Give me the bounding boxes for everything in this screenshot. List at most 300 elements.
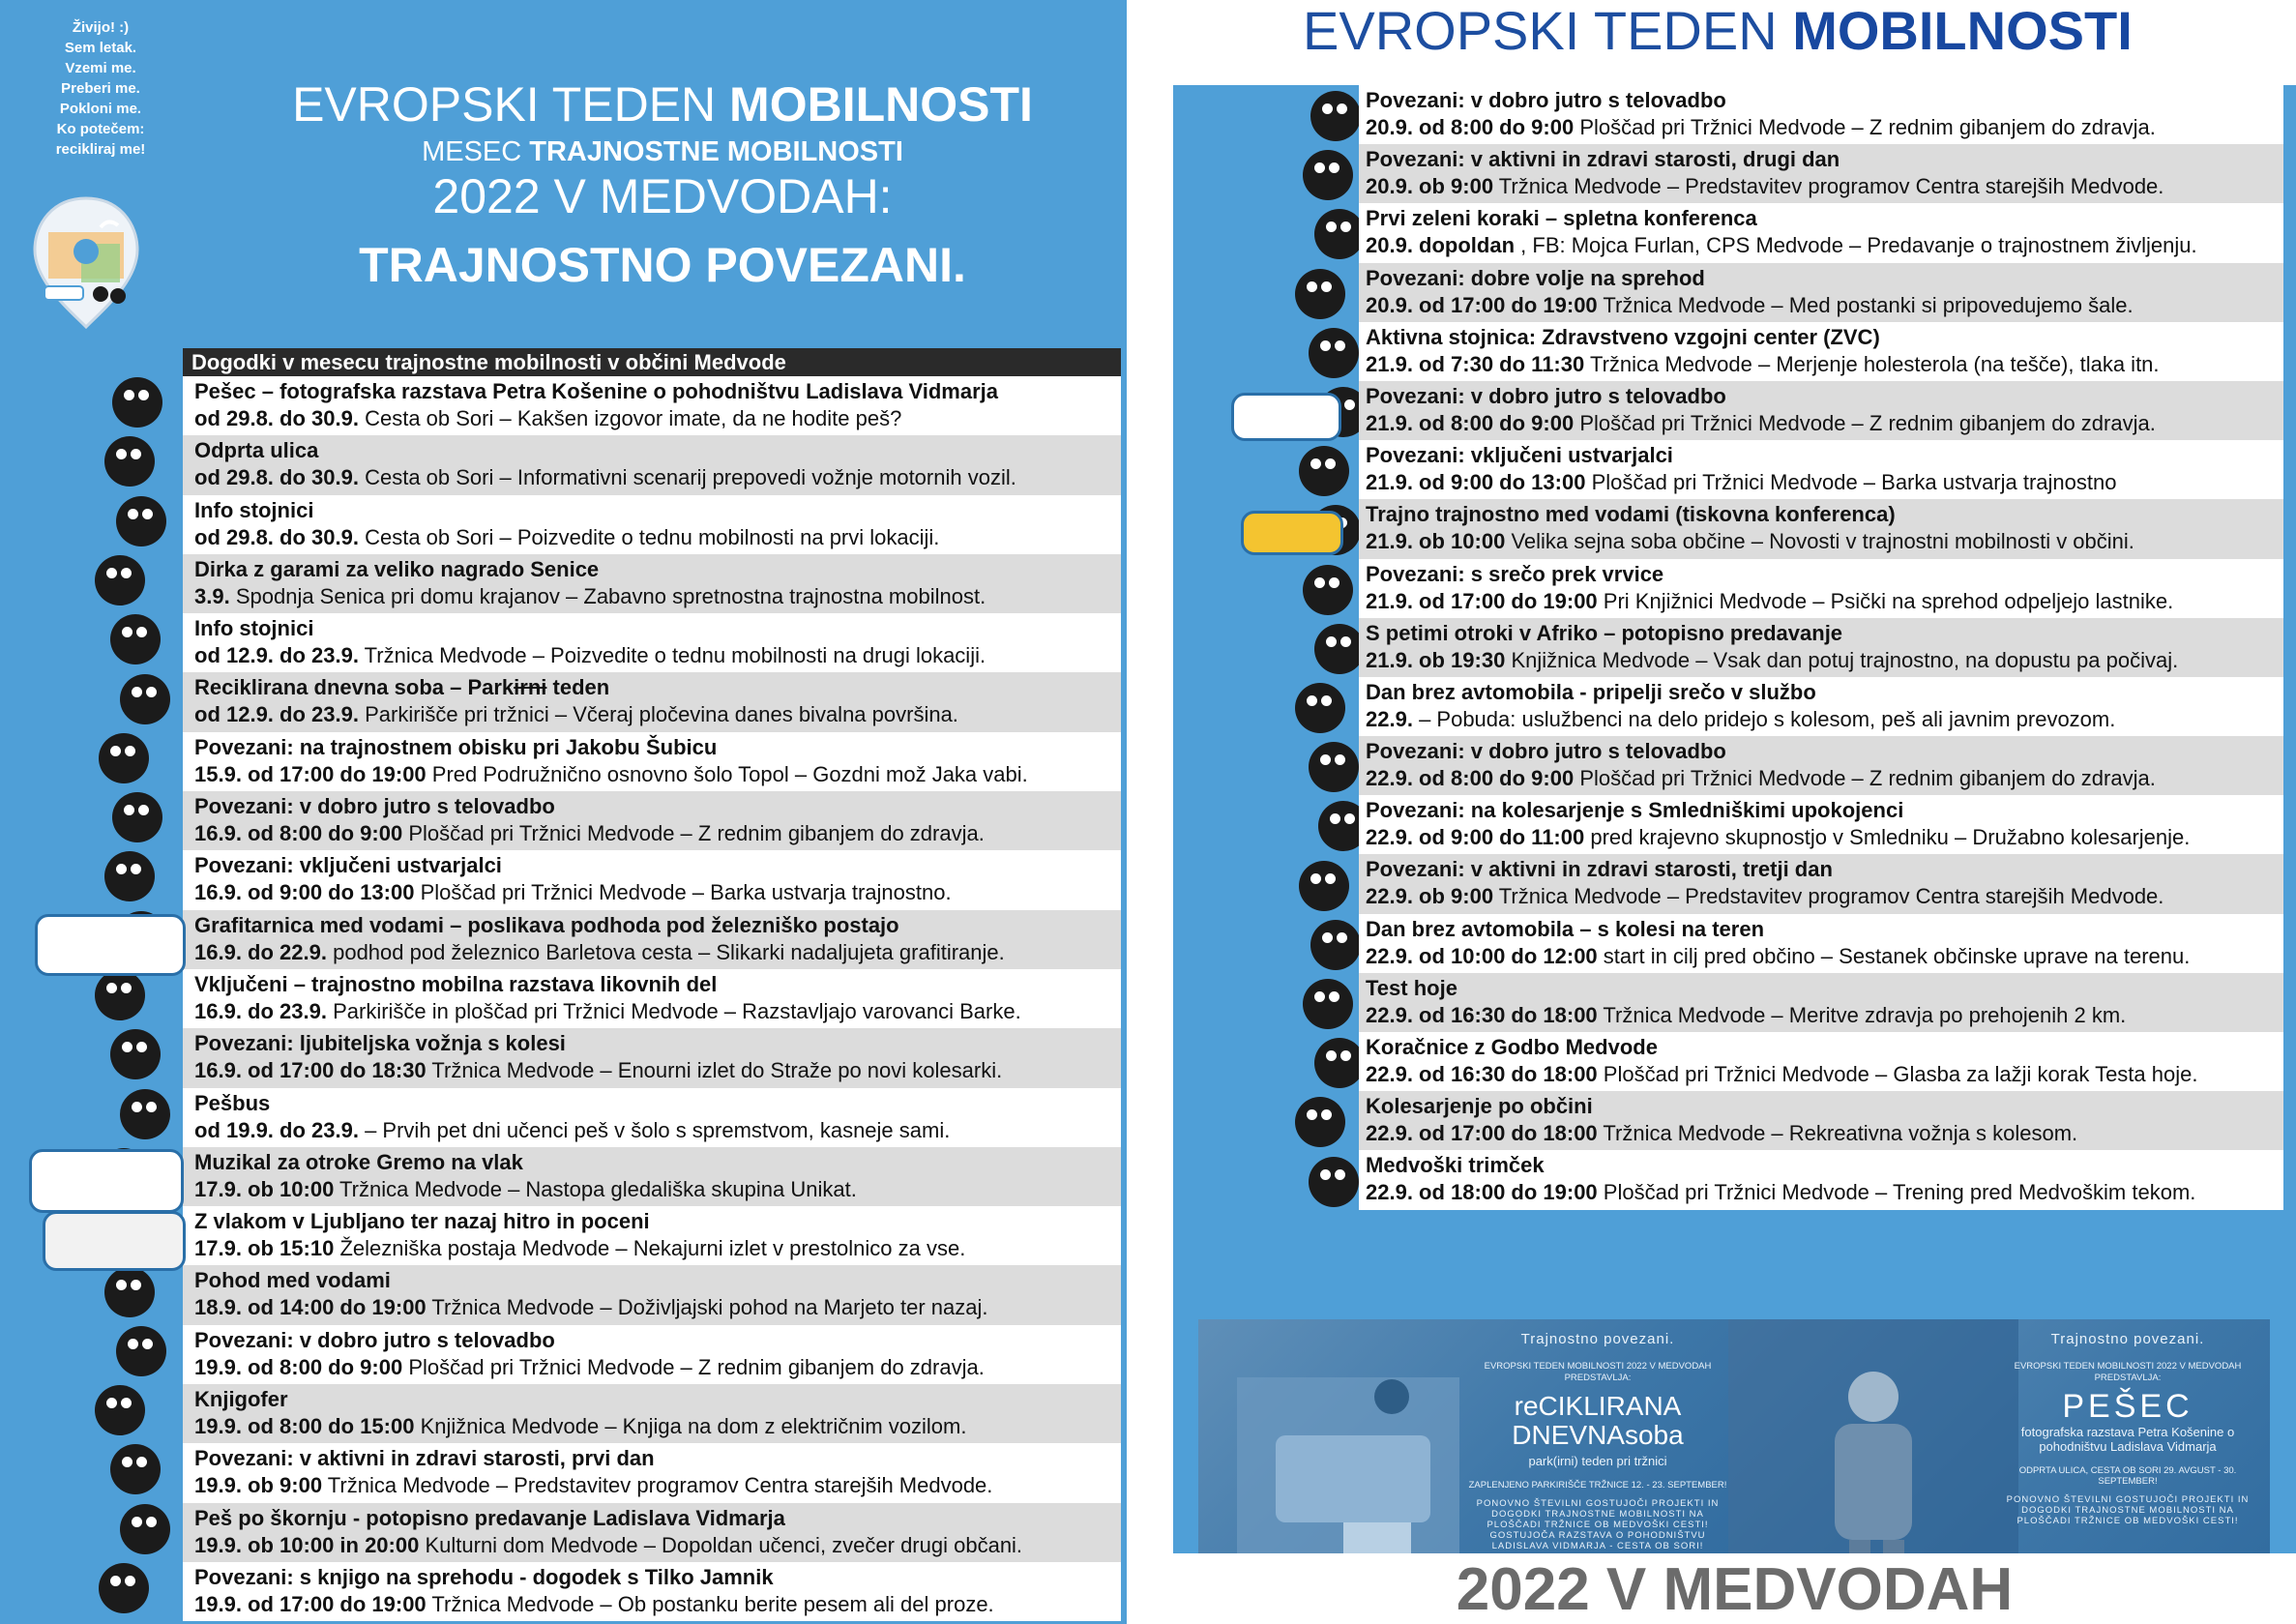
character-icon <box>95 970 145 1020</box>
character-icon <box>110 1444 161 1494</box>
character-icon <box>110 614 161 664</box>
event-details <box>194 879 1121 906</box>
event-desc: – Pobuda: uslužbenci na delo pridejo s kolesom, peš ali javnim prevozom. <box>1419 706 2116 731</box>
event-desc: Tržnica Medvode – Doživljajski pohod na Marjeto ter nazaj. <box>431 1295 988 1320</box>
event-desc: podhod pod železnico Barletova cesta – Slikarki nadaljujeta grafitiranje. <box>333 939 1005 964</box>
bus-icon <box>35 914 186 976</box>
title-part: EVROPSKI TEDEN <box>292 77 730 132</box>
event-title-text: Info stojnici <box>194 497 314 522</box>
character-icon <box>1295 269 1345 319</box>
event-details <box>194 1117 1121 1144</box>
event-details <box>1366 824 2283 851</box>
event-title <box>194 1090 1121 1117</box>
poster-big: reCIKLIRANA <box>1514 1391 1682 1421</box>
event-desc: Velika sejna soba občine – Novosti v trajnostni mobilnosti v občini. <box>1511 529 2134 554</box>
event-when: 20.9. od 8:00 do 9:00 <box>1366 115 1575 139</box>
event-title-text: Koračnice z Godbo Medvode <box>1366 1035 1658 1059</box>
character-icon <box>99 733 149 783</box>
event-row <box>1359 1091 2283 1150</box>
event-desc: Knjižnica Medvode – Knjiga na dom z električnim vozilom. <box>420 1414 967 1439</box>
event-details <box>1366 1120 2283 1147</box>
event-row <box>1359 263 2283 322</box>
event-row <box>183 1147 1121 1206</box>
event-details <box>1366 883 2283 910</box>
event-row <box>1359 1032 2283 1091</box>
event-row <box>1359 618 2283 677</box>
event-desc: Tržnica Medvode – Rekreativna vožnja s kolesom. <box>1603 1121 2078 1146</box>
event-title <box>1366 561 2283 588</box>
event-title <box>1366 442 2283 469</box>
event-when: 22.9. od 18:00 do 19:00 <box>1366 1180 1598 1205</box>
event-title-text: Povezani: ljubiteljska vožnja s kolesi <box>194 1031 566 1056</box>
event-row <box>183 1206 1121 1265</box>
event-row <box>183 850 1121 909</box>
note-line: Ko potečem: <box>56 121 145 137</box>
character-icon <box>104 1267 155 1317</box>
event-title <box>194 734 1121 761</box>
event-title <box>1366 620 2283 647</box>
event-when: 16.9. od 17:00 do 18:30 <box>194 1058 427 1083</box>
event-when: 19.9. ob 10:00 in 20:00 <box>194 1532 420 1557</box>
event-details <box>194 701 1121 728</box>
event-when: od 12.9. do 23.9. <box>194 643 359 668</box>
event-title-text: Trajno trajnostno med vodami (tiskovna konferenca) <box>1366 502 1896 527</box>
event-title <box>194 497 1121 524</box>
event-desc: Pred Podružnično osnovno šolo Topol – Gozdni mož Jaka vabi. <box>431 761 1028 786</box>
event-title <box>194 1564 1121 1591</box>
event-details <box>194 1354 1121 1381</box>
event-details <box>1366 114 2283 141</box>
event-details <box>1366 232 2283 259</box>
event-when: 21.9. ob 10:00 <box>1366 529 1506 554</box>
event-desc: Tržnica Medvode – Med postanki si pripovedujemo šale. <box>1603 292 2134 317</box>
event-row <box>183 613 1121 672</box>
event-details <box>194 1176 1121 1203</box>
event-title <box>194 1445 1121 1472</box>
event-row <box>1359 381 2283 440</box>
event-desc: Tržnica Medvode – Predstavitev programov Centra starejših Medvode. <box>1498 174 2164 199</box>
event-desc: Pri Knjižnici Medvode – Psički na sprehod odpeljejo lastnike. <box>1603 588 2174 613</box>
event-when: 20.9. dopoldan <box>1366 233 1516 258</box>
character-icon <box>1310 91 1361 141</box>
poster-small: EVROPSKI TEDEN MOBILNOSTI 2022 V MEDVODAH PREDSTAVLJA: <box>2014 1361 2242 1383</box>
event-desc: Tržnica Medvode – Merjenje holesterola (na tešče), tlaka itn. <box>1589 351 2160 376</box>
character-icon <box>112 377 162 428</box>
event-row <box>183 376 1121 435</box>
event-title-text: Povezani: v dobro jutro s telovadbo <box>1366 739 1726 764</box>
poster-big: PEŠEC <box>2062 1388 2193 1425</box>
event-when: 21.9. ob 19:30 <box>1366 647 1506 672</box>
right-event-rows <box>1359 85 2283 1210</box>
event-desc: Tržnica Medvode – Nastopa gledališka skupina Unikat. <box>339 1176 857 1201</box>
event-when: 17.9. ob 15:10 <box>194 1236 335 1261</box>
event-row <box>1359 973 2283 1032</box>
event-desc: Tržnica Medvode – Ob postanku berite pesem ali del proze. <box>431 1591 994 1616</box>
event-title-text: Muzikal za otroke Gremo na vlak <box>194 1149 523 1174</box>
event-desc: Ploščad pri Tržnici Medvode – Z rednim gibanjem do zdravja. <box>408 1354 985 1379</box>
event-when: 20.9. ob 9:00 <box>1366 174 1494 199</box>
event-title-text: Pohod med vodami <box>194 1268 391 1293</box>
event-title <box>1366 501 2283 528</box>
event-when: 22.9. od 16:30 do 18:00 <box>1366 1062 1598 1086</box>
event-when: 19.9. ob 9:00 <box>194 1473 323 1498</box>
event-row <box>1359 203 2283 262</box>
event-desc: Tržnica Medvode – Poizvedite o tednu mobilnosti na drugi lokaciji. <box>364 643 986 668</box>
event-when: 22.9. <box>1366 706 1413 731</box>
note-line: Vzemi me. <box>65 60 136 76</box>
event-when: 19.9. od 17:00 do 19:00 <box>194 1591 427 1616</box>
event-title-text: Povezani: v aktivni in zdravi starosti, drugi dan <box>1366 147 1840 172</box>
event-desc: Ploščad pri Tržnici Medvode – Z rednim gibanjem do zdravja. <box>1579 410 2156 435</box>
character-icon <box>95 555 145 605</box>
event-title-text: Info stojnici <box>194 616 314 641</box>
event-desc: Cesta ob Sori – Poizvedite o tednu mobilnosti na prvi lokaciji. <box>365 524 940 549</box>
event-desc: Tržnica Medvode – Predstavitev programov Centra starejših Medvode. <box>327 1473 993 1498</box>
event-when: 18.9. od 14:00 do 19:00 <box>194 1295 427 1320</box>
event-when: 21.9. od 9:00 do 13:00 <box>1366 470 1586 495</box>
event-when: 21.9. od 8:00 do 9:00 <box>1366 410 1575 435</box>
event-details <box>1366 1179 2283 1206</box>
event-title <box>194 1267 1121 1294</box>
event-title <box>1366 975 2283 1002</box>
event-title <box>1366 679 2283 706</box>
event-details <box>1366 943 2283 970</box>
event-details <box>1366 292 2283 319</box>
event-desc: Tržnica Medvode – Meritve zdravja po prehojenih 2 km. <box>1603 1002 2127 1027</box>
event-row <box>1359 559 2283 618</box>
event-title <box>1366 797 2283 824</box>
event-title <box>194 437 1121 464</box>
train-icon <box>43 1211 186 1271</box>
poster-pesec <box>1728 1319 2270 1553</box>
event-when: 15.9. od 17:00 do 19:00 <box>194 761 427 786</box>
event-details <box>194 642 1121 669</box>
event-row <box>183 910 1121 969</box>
event-details <box>1366 351 2283 378</box>
event-title <box>1366 856 2283 883</box>
event-when: 16.9. od 9:00 do 13:00 <box>194 880 415 905</box>
event-details <box>194 1294 1121 1321</box>
character-icon <box>116 1326 166 1376</box>
event-title-text: Povezani: v dobro jutro s telovadbo <box>1366 383 1726 408</box>
event-when: od 29.8. do 30.9. <box>194 465 359 490</box>
right-icon-column <box>1202 91 1347 1223</box>
event-row <box>1359 795 2283 854</box>
event-when: 16.9. do 22.9. <box>194 939 327 964</box>
character-icon <box>1303 150 1353 200</box>
event-details <box>1366 706 2283 733</box>
left-event-table <box>183 348 1121 1621</box>
event-desc: Kulturni dom Medvode – Dopoldan učenci, zvečer drugi občani. <box>425 1532 1023 1557</box>
event-row <box>183 969 1121 1028</box>
poster-lead: Trajnostno povezani. <box>1520 1331 1675 1347</box>
note-line: Sem letak. <box>64 40 137 56</box>
event-when: 3.9. <box>194 583 230 608</box>
event-title-text: Povezani: s srečo prek vrvice <box>1366 561 1664 586</box>
event-details <box>1366 765 2283 792</box>
event-row <box>1359 736 2283 795</box>
character-icon <box>110 1029 161 1079</box>
event-title <box>194 793 1121 820</box>
character-icon <box>99 1563 149 1613</box>
note-line: Živijo! :) <box>72 19 130 36</box>
event-desc: – Prvih pet dni učenci peš v šolo s spremstvom, kasneje sami. <box>365 1117 951 1142</box>
event-title <box>1366 1034 2283 1061</box>
event-details <box>1366 469 2283 496</box>
event-title <box>194 615 1121 642</box>
event-title-text: Pešbus <box>194 1090 271 1115</box>
event-when: od 19.9. do 23.9. <box>194 1117 359 1142</box>
event-desc: Ploščad pri Tržnici Medvode – Z rednim gibanjem do zdravja. <box>1579 115 2156 139</box>
character-icon <box>1309 328 1359 378</box>
event-row <box>1359 1150 2283 1209</box>
event-details <box>194 820 1121 847</box>
character-icon <box>1314 209 1365 259</box>
event-title-text: Povezani: v aktivni in zdravi starosti, prvi dan <box>194 1446 655 1471</box>
event-desc: Knjižnica Medvode – Vsak dan potuj trajnostno, na dopustu pa počivaj. <box>1511 647 2179 672</box>
poster-lead: Trajnostno povezani. <box>2050 1331 2205 1347</box>
bus-icon <box>1231 393 1341 441</box>
title-line-4: TRAJNOSTNO POVEZANI. <box>359 238 966 292</box>
event-details <box>194 1235 1121 1262</box>
event-desc: Ploščad pri Tržnici Medvode – Glasba za lažji korak Testa hoje. <box>1603 1062 2198 1086</box>
table-header: Dogodki v mesecu trajnostne mobilnosti v občini Medvode <box>183 348 1121 376</box>
event-row <box>1359 85 2283 144</box>
poster-big: DNEVNAsoba <box>1512 1420 1684 1450</box>
event-when: 20.9. od 17:00 do 19:00 <box>1366 292 1598 317</box>
flyer-note <box>39 17 162 160</box>
poster-small: EVROPSKI TEDEN MOBILNOSTI 2022 V MEDVODAH PREDSTAVLJA: <box>1484 1361 1712 1383</box>
event-title-text: Vključeni – trajnostno mobilna razstava likovnih del <box>194 971 718 996</box>
train-icon <box>29 1149 184 1213</box>
poster-text <box>1467 1331 1728 1551</box>
event-row <box>183 495 1121 554</box>
event-when: od 12.9. do 23.9. <box>194 702 359 727</box>
event-title-text: Dirka z garami za veliko nagrado Senice <box>194 556 600 581</box>
poster-foot2: PONOVNO ŠTEVILNI GOSTUJOČI PROJEKTI IN DOGODKI TRAJNOSTNE MOBILNOSTI NA PLOŠČADI TRŽNICE OB MEDVOŠKI CESTI! GOSTUJOČA RAZSTAVA O POHODNIŠTVU LADISLAVA VIDMARJA - CESTA OB SORI! <box>1476 1498 1720 1551</box>
poster-sub: park(irni) teden pri tržnici <box>1528 1454 1667 1468</box>
event-when: 22.9. od 8:00 do 9:00 <box>1366 766 1575 791</box>
event-details <box>1366 173 2283 200</box>
character-icon <box>1295 1097 1345 1147</box>
main-title <box>222 75 1103 294</box>
title-line-1 <box>222 75 1103 133</box>
event-title-text: Aktivna stojnica: Zdravstveno vzgojni center (ZVC) <box>1366 324 1880 349</box>
event-when: 21.9. od 7:30 do 11:30 <box>1366 351 1585 376</box>
event-desc: Cesta ob Sori – Informativni scenarij prepovedi vožnje motornih vozil. <box>365 465 1016 490</box>
event-when: od 29.8. do 30.9. <box>194 524 359 549</box>
event-title-text: Povezani: v aktivni in zdravi starosti, tretji dan <box>1366 857 1833 882</box>
event-desc: Ploščad pri Tržnici Medvode – Z rednim gibanjem do zdravja. <box>1579 766 2156 791</box>
event-details <box>194 939 1121 966</box>
event-when: 19.9. od 8:00 do 15:00 <box>194 1414 415 1439</box>
event-row <box>183 1443 1121 1502</box>
event-title-text: S petimi otroki v Afriko – potopisno predavanje <box>1366 620 1843 645</box>
event-desc: Tržnica Medvode – Predstavitev programov Centra starejših Medvode. <box>1498 884 2164 909</box>
character-icon <box>1309 742 1359 792</box>
poster-reciklirana <box>1198 1319 1740 1553</box>
event-desc: Parkirišče in ploščad pri Tržnici Medvode – Razstavljajo varovanci Barke. <box>333 998 1021 1023</box>
event-when: 22.9. od 17:00 do 18:00 <box>1366 1121 1598 1146</box>
event-row <box>183 435 1121 494</box>
event-details <box>194 405 1121 432</box>
event-title-text: Pešec – fotografska razstava Petra Košenine o pohodništvu Ladislava Vidmarja <box>194 379 999 403</box>
event-title-text: Povezani: vključeni ustvarjalci <box>1366 443 1673 468</box>
event-row <box>183 1503 1121 1562</box>
character-icon <box>1299 861 1349 911</box>
event-details <box>194 583 1121 610</box>
subtitle-part: MESEC <box>422 136 530 167</box>
left-panel <box>0 0 1127 1624</box>
character-icon <box>1309 1157 1359 1207</box>
event-title <box>194 852 1121 879</box>
event-title <box>1366 205 2283 232</box>
event-title <box>1366 1093 2283 1120</box>
note-line: Pokloni me. <box>59 101 142 117</box>
event-title-text: Knjigofer <box>194 1387 288 1412</box>
event-details <box>1366 1002 2283 1029</box>
event-details <box>194 1591 1121 1618</box>
event-when: 22.9. od 16:30 do 18:00 <box>1366 1002 1598 1027</box>
map-pin-illustration <box>23 193 149 329</box>
event-title-text: Grafitarnica med vodami – poslikava podhoda pod železniško postajo <box>194 912 899 937</box>
event-title <box>194 912 1121 939</box>
event-title-text: Prvi zeleni koraki – spletna konferenca <box>1366 206 1757 231</box>
event-when: 22.9. od 10:00 do 12:00 <box>1366 943 1598 968</box>
event-desc: start in cilj pred občino – Sestanek občinske uprave na terenu. <box>1603 943 2191 968</box>
character-icon <box>1299 446 1349 496</box>
note-line: recikliraj me! <box>55 141 146 158</box>
subtitle-part-bold: TRAJNOSTNE MOBILNOSTI <box>529 136 903 167</box>
event-details <box>1366 410 2283 437</box>
event-title-text: Odprta ulica <box>194 438 319 463</box>
bottom-title: 2022 V MEDVODAH <box>1456 1556 2014 1623</box>
event-details <box>194 1057 1121 1084</box>
event-row <box>1359 499 2283 558</box>
character-icon <box>120 1089 170 1139</box>
poster-foot: ODPRTA ULICA, CESTA OB SORI 29. AVGUST - 30. SEPTEMBER! <box>2018 1465 2237 1487</box>
event-details <box>194 998 1121 1025</box>
car-icon <box>1241 511 1343 555</box>
left-event-rows <box>183 376 1121 1621</box>
event-row <box>183 1325 1121 1384</box>
event-title <box>194 1149 1121 1176</box>
event-desc: Ploščad pri Tržnici Medvode – Trening pred Medvoškim tekom. <box>1603 1180 2196 1205</box>
event-when: od 29.8. do 30.9. <box>194 406 359 430</box>
character-icon <box>120 1504 170 1554</box>
event-row <box>183 672 1121 731</box>
event-title <box>1366 916 2283 943</box>
event-row <box>183 1088 1121 1147</box>
event-desc: Spodnja Senica pri domu krajanov – Zabavno spretnostna trajnostna mobilnost. <box>235 583 986 608</box>
character-icon <box>120 674 170 724</box>
event-details <box>194 1472 1121 1499</box>
event-desc: Cesta ob Sori – Kakšen izgovor imate, da ne hodite peš? <box>365 406 902 430</box>
event-details <box>1366 1061 2283 1088</box>
event-desc: Železniška postaja Medvode – Nekajurni izlet v prestolnico za vse. <box>339 1236 966 1261</box>
event-details <box>194 464 1121 491</box>
event-title-text: Z vlakom v Ljubljano ter nazaj hitro in poceni <box>194 1209 650 1234</box>
character-icon <box>1295 683 1345 733</box>
event-title <box>194 971 1121 998</box>
event-details <box>194 1532 1121 1559</box>
event-title-text: Dan brez avtomobila – s kolesi na teren <box>1366 916 1765 941</box>
event-when: 17.9. ob 10:00 <box>194 1176 335 1201</box>
event-title-text: Povezani: v dobro jutro s telovadbo <box>1366 88 1726 112</box>
title-line-2 <box>222 135 1103 168</box>
event-desc: Ploščad pri Tržnici Medvode – Barka ustvarja trajnostno. <box>420 880 952 905</box>
event-row <box>183 1028 1121 1087</box>
event-details <box>1366 528 2283 555</box>
event-details <box>1366 647 2283 674</box>
event-title-text: Povezani: v dobro jutro s telovadbo <box>194 1327 555 1352</box>
event-title-text: Povezani: na kolesarjenje s Smledniškimi upokojenci <box>1366 798 1904 823</box>
event-row <box>1359 322 2283 381</box>
event-title <box>194 556 1121 583</box>
title-part-bold: MOBILNOSTI <box>729 77 1033 132</box>
character-icon <box>1314 624 1365 674</box>
event-row <box>1359 914 2283 973</box>
event-details <box>1366 588 2283 615</box>
event-row <box>183 791 1121 850</box>
event-row <box>183 732 1121 791</box>
right-title-part-bold: MOBILNOSTI <box>1792 0 2133 61</box>
event-title <box>1366 383 2283 410</box>
right-title <box>1303 0 2270 62</box>
event-title <box>1366 324 2283 351</box>
event-row <box>1359 677 2283 736</box>
event-title-text: Reciklirana dnevna soba – Park <box>194 675 515 700</box>
event-title <box>194 378 1121 405</box>
event-title <box>1366 738 2283 765</box>
event-title <box>1366 1152 2283 1179</box>
poster-sub: fotografska razstava Petra Košenine o pohodništvu Ladislava Vidmarja <box>2020 1425 2235 1454</box>
event-details <box>194 761 1121 788</box>
character-icon <box>1314 1038 1365 1088</box>
event-title-text: Kolesarjenje po občini <box>1366 1094 1593 1119</box>
right-title-part: EVROPSKI TEDEN <box>1303 0 1793 61</box>
event-title <box>194 1505 1121 1532</box>
event-row <box>1359 854 2283 913</box>
event-row <box>183 1384 1121 1443</box>
character-icon <box>112 792 162 842</box>
event-title-text: Peš po škornju - potopisno predavanje Ladislava Vidmarja <box>194 1505 785 1530</box>
event-title-text: Test hoje <box>1366 975 1457 1000</box>
poster-text <box>1997 1331 2258 1526</box>
character-icon <box>116 496 166 546</box>
title-line-3: 2022 V MEDVODAH: <box>432 169 893 223</box>
event-title <box>1366 265 2283 292</box>
character-icon <box>1303 565 1353 615</box>
event-title-text: Povezani: na trajnostnem obisku pri Jakobu Šubicu <box>194 734 718 759</box>
character-icon <box>104 851 155 901</box>
event-title-end: teden <box>546 675 610 700</box>
event-row <box>183 1562 1121 1621</box>
right-event-table <box>1359 85 2283 1210</box>
event-desc: Ploščad pri Tržnici Medvode – Barka ustvarja trajnostno <box>1591 470 2117 495</box>
event-title-text: Povezani: s knjigo na sprehodu - dogodek s Tilko Jamnik <box>194 1564 774 1589</box>
note-line: Preberi me. <box>61 80 140 97</box>
event-row <box>183 554 1121 613</box>
event-title-text: Medvoški trimček <box>1366 1153 1545 1178</box>
event-title <box>1366 146 2283 173</box>
event-desc: Ploščad pri Tržnici Medvode – Z rednim gibanjem do zdravja. <box>408 821 985 846</box>
character-icon <box>95 1385 145 1435</box>
event-title-text: Povezani: dobre volje na sprehod <box>1366 265 1705 290</box>
event-desc: Parkirišče pri tržnici – Včeraj pločevina danes bivalna površina. <box>365 702 958 727</box>
event-title <box>194 1327 1121 1354</box>
left-icon-column <box>27 377 172 1620</box>
